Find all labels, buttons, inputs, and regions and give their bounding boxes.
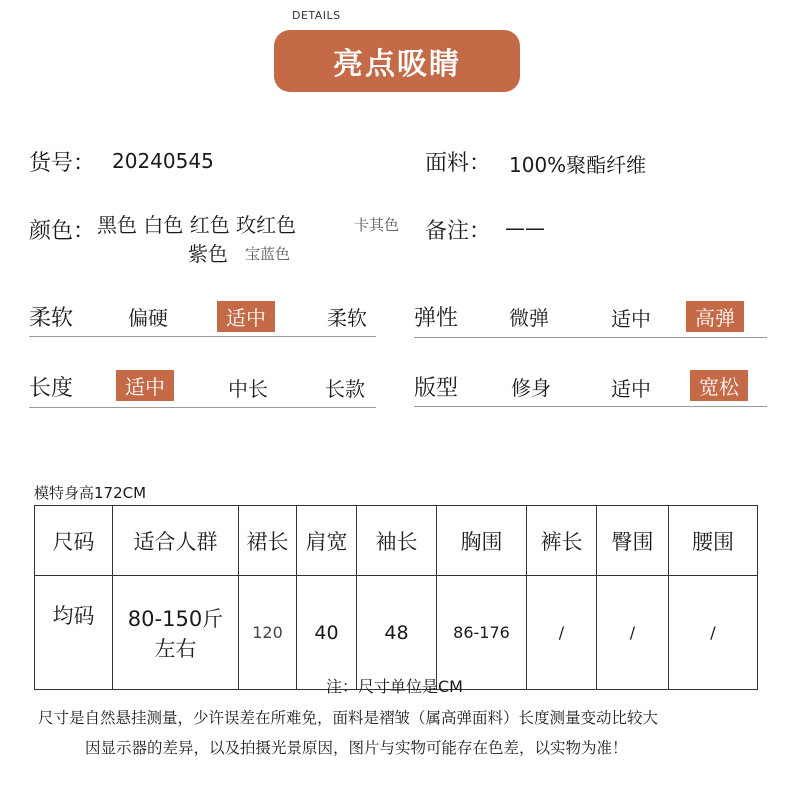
details-label: DETAILS (292, 9, 341, 22)
header-sleeve: 袖长 (357, 506, 437, 576)
header-bust: 胸围 (437, 506, 527, 576)
length-option-midlong: 中长 (228, 377, 268, 401)
elasticity-option-medium: 适中 (611, 307, 651, 331)
colors-line2: 紫色 (188, 242, 228, 266)
divider (29, 336, 376, 337)
elasticity-option-slight: 微弹 (509, 306, 549, 330)
unit-note: 注：尺寸单位是CM (326, 677, 463, 696)
header-shoulder: 肩宽 (297, 506, 357, 576)
colors-khaki: 卡其色 (354, 216, 400, 234)
fit-option-medium: 适中 (611, 377, 651, 401)
table-header-row (35, 506, 758, 576)
header-dress-length: 裙长 (239, 506, 297, 576)
header-pants-length: 裤长 (527, 506, 597, 576)
size-table (34, 505, 758, 690)
elasticity-label: 弹性 (414, 306, 459, 331)
cell-hip: / (597, 576, 669, 690)
softness-label: 柔软 (29, 306, 74, 331)
model-height: 模特身高172CM (34, 484, 147, 502)
header-waist: 腰围 (669, 506, 758, 576)
cell-fit-line2: 左右 (154, 636, 197, 661)
item-no-label: 货号： (29, 151, 96, 176)
cell-dress-length: 120 (239, 576, 297, 690)
note-line2: 因显示器的差异，以及拍摄光景原因，图片与实物可能存在色差，以实物为准！ (85, 739, 628, 757)
table-row (35, 576, 758, 690)
note-line1: 尺寸是自然悬挂测量，少许误差在所难免，面料是褶皱（属高弹面料）长度测量变动比较大 (38, 709, 659, 727)
cell-pants-length: / (527, 576, 597, 690)
cell-size: 均码 (35, 576, 113, 690)
header-hip: 臀围 (597, 506, 669, 576)
cell-bust: 86-176 (437, 576, 527, 690)
cell-waist: / (669, 576, 758, 690)
fit-label: 版型 (414, 376, 459, 401)
header-fit-group: 适合人群 (113, 506, 239, 576)
color-label: 颜色： (29, 219, 96, 244)
fit-option-loose-selected: 宽松 (690, 370, 748, 401)
softness-option-hard: 偏硬 (128, 306, 168, 330)
item-no-value: 20240545 (112, 149, 214, 173)
remark-value: —— (505, 216, 545, 240)
title-banner: 亮点吸睛 (274, 30, 520, 92)
cell-shoulder: 40 (297, 576, 357, 690)
header-size: 尺码 (35, 506, 113, 576)
divider (414, 337, 767, 338)
elasticity-option-high-selected: 高弹 (686, 301, 744, 332)
divider (414, 406, 767, 407)
colors-royalblue: 宝蓝色 (245, 245, 291, 263)
colors-line1: 黑色 白色 红色 玫红色 (97, 213, 297, 237)
fit-option-slim: 修身 (511, 376, 551, 400)
softness-option-soft: 柔软 (327, 306, 367, 330)
cell-fit-group (113, 576, 239, 690)
fabric-label: 面料： (425, 151, 492, 176)
length-option-medium-selected: 适中 (116, 370, 174, 401)
fabric-value: 100%聚酯纤维 (509, 153, 647, 177)
cell-fit-line1: 80-150斤 (127, 606, 224, 631)
softness-option-medium-selected: 适中 (217, 301, 275, 332)
remark-label: 备注： (425, 219, 492, 244)
length-option-long: 长款 (325, 377, 365, 401)
cell-sleeve: 48 (357, 576, 437, 690)
divider (29, 407, 376, 408)
length-label: 长度 (29, 376, 74, 401)
